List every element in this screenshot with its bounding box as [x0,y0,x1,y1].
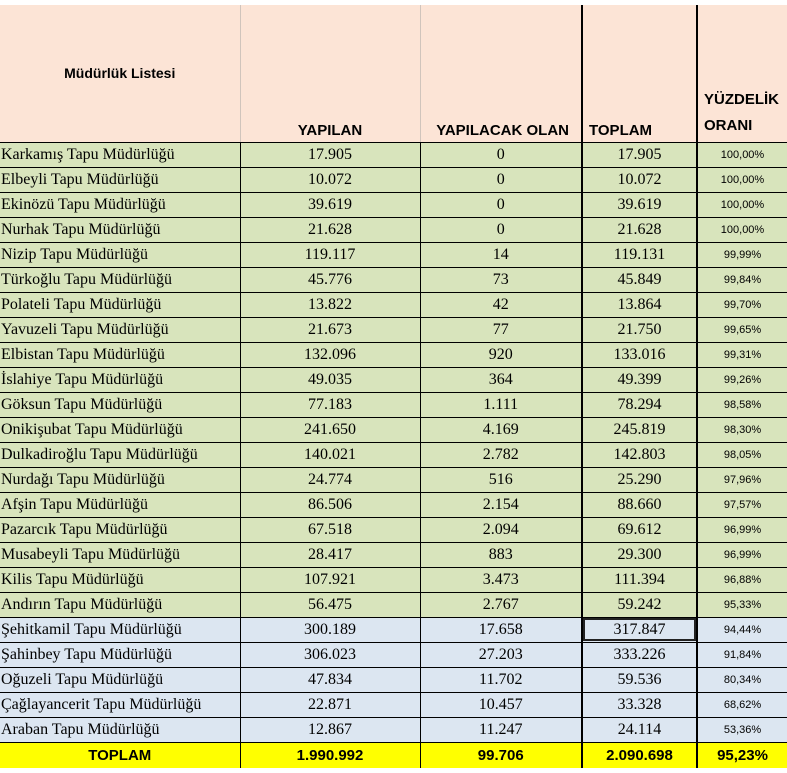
cell-yapilacak[interactable]: 11.247 [420,717,582,742]
cell-yapilacak[interactable]: 364 [420,367,582,392]
table-row [0,492,787,517]
cell-name[interactable]: Yavuzeli Tapu Müdürlüğü [0,317,240,342]
cell-yapilacak[interactable]: 11.702 [420,667,582,692]
cell-yapilan[interactable]: 24.774 [240,467,420,492]
cell-name[interactable]: Karkamış Tapu Müdürlüğü [0,142,240,167]
cell-yapilan[interactable]: 119.117 [240,242,420,267]
cell-oran[interactable]: 96,88% [697,567,787,592]
table-row [0,692,787,717]
total-label[interactable]: TOPLAM [0,742,240,768]
cell-oran[interactable]: 91,84% [697,642,787,667]
cell-name[interactable]: Musabeyli Tapu Müdürlüğü [0,542,240,567]
cell-yapilan[interactable]: 306.023 [240,642,420,667]
cell-yapilan[interactable]: 21.673 [240,317,420,342]
cell-oran[interactable]: 98,05% [697,442,787,467]
table-row [0,317,787,342]
cell-yapilacak[interactable]: 2.782 [420,442,582,467]
header-toplam[interactable]: TOPLAM [582,5,697,142]
cell-oran[interactable]: 94,44% [697,617,787,642]
cell-name[interactable]: Andırın Tapu Müdürlüğü [0,592,240,617]
cell-yapilan[interactable]: 86.506 [240,492,420,517]
cell-yapilacak[interactable]: 14 [420,242,582,267]
cell-oran[interactable]: 100,00% [697,217,787,242]
cell-name[interactable]: Göksun Tapu Müdürlüğü [0,392,240,417]
cell-toplam[interactable]: 133.016 [582,342,697,367]
cell-oran[interactable]: 97,96% [697,467,787,492]
cell-toplam[interactable]: 119.131 [582,242,697,267]
table-row [0,192,787,217]
cell-yapilacak[interactable]: 42 [420,292,582,317]
header-row [0,5,787,142]
header-yapilacak-olan[interactable]: YAPILACAK OLAN [420,5,582,142]
cell-name[interactable]: İslahiye Tapu Müdürlüğü [0,367,240,392]
cell-toplam[interactable]: 78.294 [582,392,697,417]
cell-toplam[interactable]: 142.803 [582,442,697,467]
table-row [0,667,787,692]
table-row [0,467,787,492]
cell-oran[interactable]: 99,70% [697,292,787,317]
table-row [0,367,787,392]
cell-toplam[interactable]: 10.072 [582,167,697,192]
cell-toplam[interactable]: 39.619 [582,192,697,217]
cell-yapilacak[interactable]: 0 [420,217,582,242]
cell-yapilan[interactable]: 56.475 [240,592,420,617]
cell-yapilacak[interactable]: 0 [420,192,582,217]
cell-toplam[interactable]: 21.628 [582,217,697,242]
cell-yapilan[interactable]: 300.189 [240,617,420,642]
cell-toplam[interactable]: 45.849 [582,267,697,292]
cell-oran[interactable]: 53,36% [697,717,787,742]
cell-name[interactable]: Ekinözü Tapu Müdürlüğü [0,192,240,217]
cell-yapilan[interactable]: 132.096 [240,342,420,367]
cell-name[interactable]: Araban Tapu Müdürlüğü [0,717,240,742]
table-row [0,567,787,592]
cell-yapilan[interactable]: 39.619 [240,192,420,217]
cell-name[interactable]: Polateli Tapu Müdürlüğü [0,292,240,317]
header-yapilan[interactable]: YAPILAN [240,5,420,142]
cell-yapilacak[interactable]: 3.473 [420,567,582,592]
cell-yapilacak[interactable]: 17.658 [420,617,582,642]
cell-name[interactable]: Kilis Tapu Müdürlüğü [0,567,240,592]
cell-yapilan[interactable]: 67.518 [240,517,420,542]
cell-oran[interactable]: 100,00% [697,192,787,217]
cell-yapilacak[interactable]: 516 [420,467,582,492]
cell-name[interactable]: Elbeyli Tapu Müdürlüğü [0,167,240,192]
cell-name[interactable]: Pazarcık Tapu Müdürlüğü [0,517,240,542]
cell-yapilan[interactable]: 47.834 [240,667,420,692]
cell-name[interactable]: Elbistan Tapu Müdürlüğü [0,342,240,367]
cell-yapilacak[interactable]: 920 [420,342,582,367]
cell-yapilan[interactable]: 10.072 [240,167,420,192]
cell-yapilan[interactable]: 21.628 [240,217,420,242]
table-row [0,417,787,442]
cell-name[interactable]: Çağlayancerit Tapu Müdürlüğü [0,692,240,717]
table-row [0,592,787,617]
cell-name[interactable]: Nurdağı Tapu Müdürlüğü [0,467,240,492]
cell-yapilan[interactable]: 49.035 [240,367,420,392]
cell-toplam[interactable]: 111.394 [582,567,697,592]
cell-oran[interactable]: 95,33% [697,592,787,617]
cell-toplam[interactable]: 33.328 [582,692,697,717]
cell-name[interactable]: Afşin Tapu Müdürlüğü [0,492,240,517]
header-title[interactable]: Müdürlük Listesi [0,5,240,142]
cell-yapilacak[interactable]: 0 [420,142,582,167]
cell-toplam[interactable]: 245.819 [582,417,697,442]
cell-yapilacak[interactable]: 77 [420,317,582,342]
cell-name[interactable]: Nurhak Tapu Müdürlüğü [0,217,240,242]
cell-oran[interactable]: 99,99% [697,242,787,267]
cell-yapilan[interactable]: 22.871 [240,692,420,717]
cell-oran[interactable]: 98,58% [697,392,787,417]
cell-oran[interactable]: 96,99% [697,542,787,567]
total-toplam[interactable]: 2.090.698 [582,742,697,768]
cell-yapilacak[interactable]: 1.111 [420,392,582,417]
cell-toplam[interactable]: 29.300 [582,542,697,567]
cell-yapilacak[interactable]: 2.154 [420,492,582,517]
cell-toplam[interactable]: 13.864 [582,292,697,317]
cell-oran[interactable]: 100,00% [697,167,787,192]
table-row [0,392,787,417]
cell-toplam[interactable]: 59.536 [582,667,697,692]
cell-name[interactable]: Nizip Tapu Müdürlüğü [0,242,240,267]
header-yuzdelik-orani[interactable] [697,5,787,142]
cell-oran[interactable]: 97,57% [697,492,787,517]
table-row [0,292,787,317]
cell-toplam[interactable]: 59.242 [582,592,697,617]
table-row [0,717,787,742]
cell-yapilacak[interactable]: 73 [420,267,582,292]
cell-toplam[interactable]: 49.399 [582,367,697,392]
cell-oran[interactable]: 96,99% [697,517,787,542]
table-row [0,217,787,242]
cell-toplam[interactable]: 24.114 [582,717,697,742]
cell-yapilan[interactable]: 17.905 [240,142,420,167]
cell-name[interactable]: Dulkadiroğlu Tapu Müdürlüğü [0,442,240,467]
cell-oran[interactable]: 99,84% [697,267,787,292]
cell-toplam[interactable]: 17.905 [582,142,697,167]
cell-name[interactable]: Onikişubat Tapu Müdürlüğü [0,417,240,442]
table-row [0,267,787,292]
cell-yapilan[interactable]: 45.776 [240,267,420,292]
cell-name[interactable]: Şahinbey Tapu Müdürlüğü [0,642,240,667]
cell-toplam[interactable]: 88.660 [582,492,697,517]
cell-yapilan[interactable]: 107.921 [240,567,420,592]
cell-toplam[interactable]: 333.226 [582,642,697,667]
header-yuzdelik-line2: ORANI [704,116,753,134]
cell-oran[interactable]: 99,31% [697,342,787,367]
table-row [0,242,787,267]
header-yuzdelik-line1: YÜZDELİK [704,90,779,108]
cell-toplam[interactable]: 21.750 [582,317,697,342]
cell-yapilacak[interactable]: 2.767 [420,592,582,617]
cell-oran[interactable]: 98,30% [697,417,787,442]
table-row [0,142,787,167]
cell-oran[interactable]: 80,34% [697,667,787,692]
cell-toplam[interactable]: 25.290 [582,467,697,492]
cell-yapilacak[interactable]: 883 [420,542,582,567]
cell-yapilacak[interactable]: 4.169 [420,417,582,442]
table-row [0,542,787,567]
cell-oran[interactable]: 68,62% [697,692,787,717]
total-yapilan[interactable]: 1.990.992 [240,742,420,768]
cell-oran[interactable]: 99,26% [697,367,787,392]
total-yapilacak[interactable]: 99.706 [420,742,582,768]
table-row [0,442,787,467]
table-row [0,617,787,642]
table-row [0,342,787,367]
spreadsheet-table [0,5,787,768]
total-row [0,742,787,768]
cell-toplam[interactable]: 317.847 [582,617,697,642]
cell-yapilacak[interactable]: 0 [420,167,582,192]
cell-oran[interactable]: 99,65% [697,317,787,342]
cell-yapilan[interactable]: 241.650 [240,417,420,442]
cell-yapilan[interactable]: 140.021 [240,442,420,467]
total-oran[interactable]: 95,23% [697,742,787,768]
cell-name[interactable]: Türkoğlu Tapu Müdürlüğü [0,267,240,292]
cell-yapilacak[interactable]: 10.457 [420,692,582,717]
cell-oran[interactable]: 100,00% [697,142,787,167]
cell-yapilan[interactable]: 12.867 [240,717,420,742]
cell-yapilan[interactable]: 13.822 [240,292,420,317]
cell-name[interactable]: Şehitkamil Tapu Müdürlüğü [0,617,240,642]
cell-yapilan[interactable]: 77.183 [240,392,420,417]
table-row [0,642,787,667]
cell-name[interactable]: Oğuzeli Tapu Müdürlüğü [0,667,240,692]
cell-toplam[interactable]: 69.612 [582,517,697,542]
cell-yapilan[interactable]: 28.417 [240,542,420,567]
cell-yapilacak[interactable]: 27.203 [420,642,582,667]
cell-yapilacak[interactable]: 2.094 [420,517,582,542]
table-row [0,517,787,542]
table-row [0,167,787,192]
